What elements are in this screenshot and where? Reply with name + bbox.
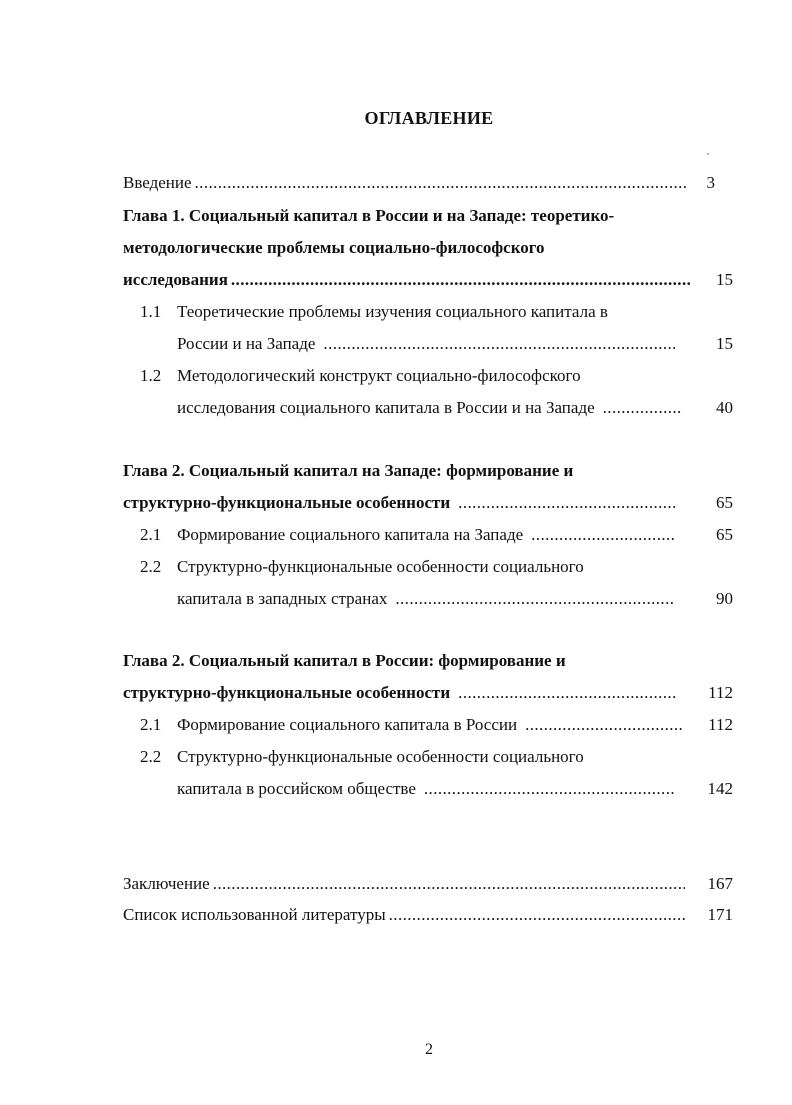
toc-entry-section-2-2[interactable] — [177, 587, 733, 611]
section-1-2-line2: исследования социального капитала в России и на Западе — [177, 398, 595, 417]
section-1-2-page: 40 — [716, 398, 733, 417]
section-number: 2.2 — [140, 747, 162, 766]
section-number: 2.1 — [140, 525, 162, 544]
dot-leader — [531, 523, 675, 547]
toc-entry-section-1-1[interactable] — [177, 332, 733, 356]
toc-entry-section-3-2[interactable] — [177, 777, 733, 801]
dot-leader — [389, 903, 685, 927]
dot-leader — [323, 332, 675, 356]
dot-leader — [231, 268, 690, 292]
dot-leader — [195, 171, 686, 195]
section-3-1-line1: Формирование социального капитала в России — [177, 715, 518, 734]
section-1-1-line1[interactable]: Теоретические проблемы изучения социального капитала в — [177, 302, 608, 321]
page-title: ОГЛАВЛЕНИЕ — [364, 108, 494, 128]
chapter1-page: 15 — [716, 270, 733, 289]
chapter1-title-line1[interactable]: Глава 1. Социальный капитал в России и на Западе: теоретико- — [123, 206, 615, 225]
section-2-2-line1[interactable]: Структурно-функциональные особенности социального — [177, 557, 584, 576]
dot-leader — [525, 713, 682, 737]
chapter2-title-line2: структурно-функциональные особенности — [123, 493, 451, 512]
section-3-1-page: 112 — [708, 715, 733, 734]
conclusion-page: 167 — [707, 874, 733, 893]
toc-entry-intro[interactable] — [123, 171, 733, 195]
chapter3-title-line2: структурно-функциональные особенности — [123, 683, 451, 702]
chapter2-page: 65 — [716, 493, 733, 512]
dot-leader — [458, 681, 678, 705]
section-number: 1.2 — [140, 366, 162, 385]
section-2-1-line1: Формирование социального капитала на Западе — [177, 525, 524, 544]
section-number: 2.1 — [140, 715, 162, 734]
chapter1-title-line3: исследования — [123, 270, 228, 289]
chapter1-title-line2[interactable]: методологические проблемы социально-философского — [123, 238, 545, 257]
chapter3-page: 112 — [708, 683, 733, 702]
toc-intro-label: Введение — [123, 173, 192, 192]
section-1-1-page: 15 — [716, 334, 733, 353]
toc-entry-section-3-1[interactable] — [177, 713, 733, 737]
dot-leader — [213, 872, 685, 896]
section-1-1-line2: России и на Западе — [177, 334, 316, 353]
chapter3-title-line1[interactable]: Глава 2. Социальный капитал в России: формирование и — [123, 651, 566, 670]
section-number: 2.2 — [140, 557, 162, 576]
toc-intro-page: 3 — [706, 173, 715, 192]
bibliography-page: 171 — [707, 905, 733, 924]
toc-entry-chapter1[interactable] — [123, 268, 733, 292]
toc-entry-section-1-2[interactable] — [177, 396, 733, 420]
dot-leader — [458, 491, 675, 515]
scan-speck — [707, 153, 709, 155]
chapter2-title-line1[interactable]: Глава 2. Социальный капитал на Западе: формирование и — [123, 461, 574, 480]
page-number: 2 — [425, 1041, 433, 1058]
section-1-2-line1[interactable]: Методологический конструкт социально-философского — [177, 366, 581, 385]
section-3-2-line1[interactable]: Структурно-функциональные особенности социального — [177, 747, 584, 766]
section-3-2-page: 142 — [707, 779, 733, 798]
toc-entry-section-2-1[interactable] — [177, 523, 733, 547]
dot-leader — [424, 777, 675, 801]
section-2-2-page: 90 — [716, 589, 733, 608]
section-2-2-line2: капитала в западных странах — [177, 589, 388, 608]
section-2-1-page: 65 — [716, 525, 733, 544]
toc-entry-bibliography[interactable] — [123, 903, 733, 927]
dot-leader — [603, 396, 682, 420]
toc-entry-chapter3[interactable] — [123, 681, 733, 705]
conclusion-label: Заключение — [123, 874, 210, 893]
toc-entry-conclusion[interactable] — [123, 872, 733, 896]
section-number: 1.1 — [140, 302, 162, 321]
toc-entry-chapter2[interactable] — [123, 491, 733, 515]
bibliography-label: Список использованной литературы — [123, 905, 386, 924]
section-3-2-line2: капитала в российском обществе — [177, 779, 416, 798]
dot-leader — [395, 587, 675, 611]
